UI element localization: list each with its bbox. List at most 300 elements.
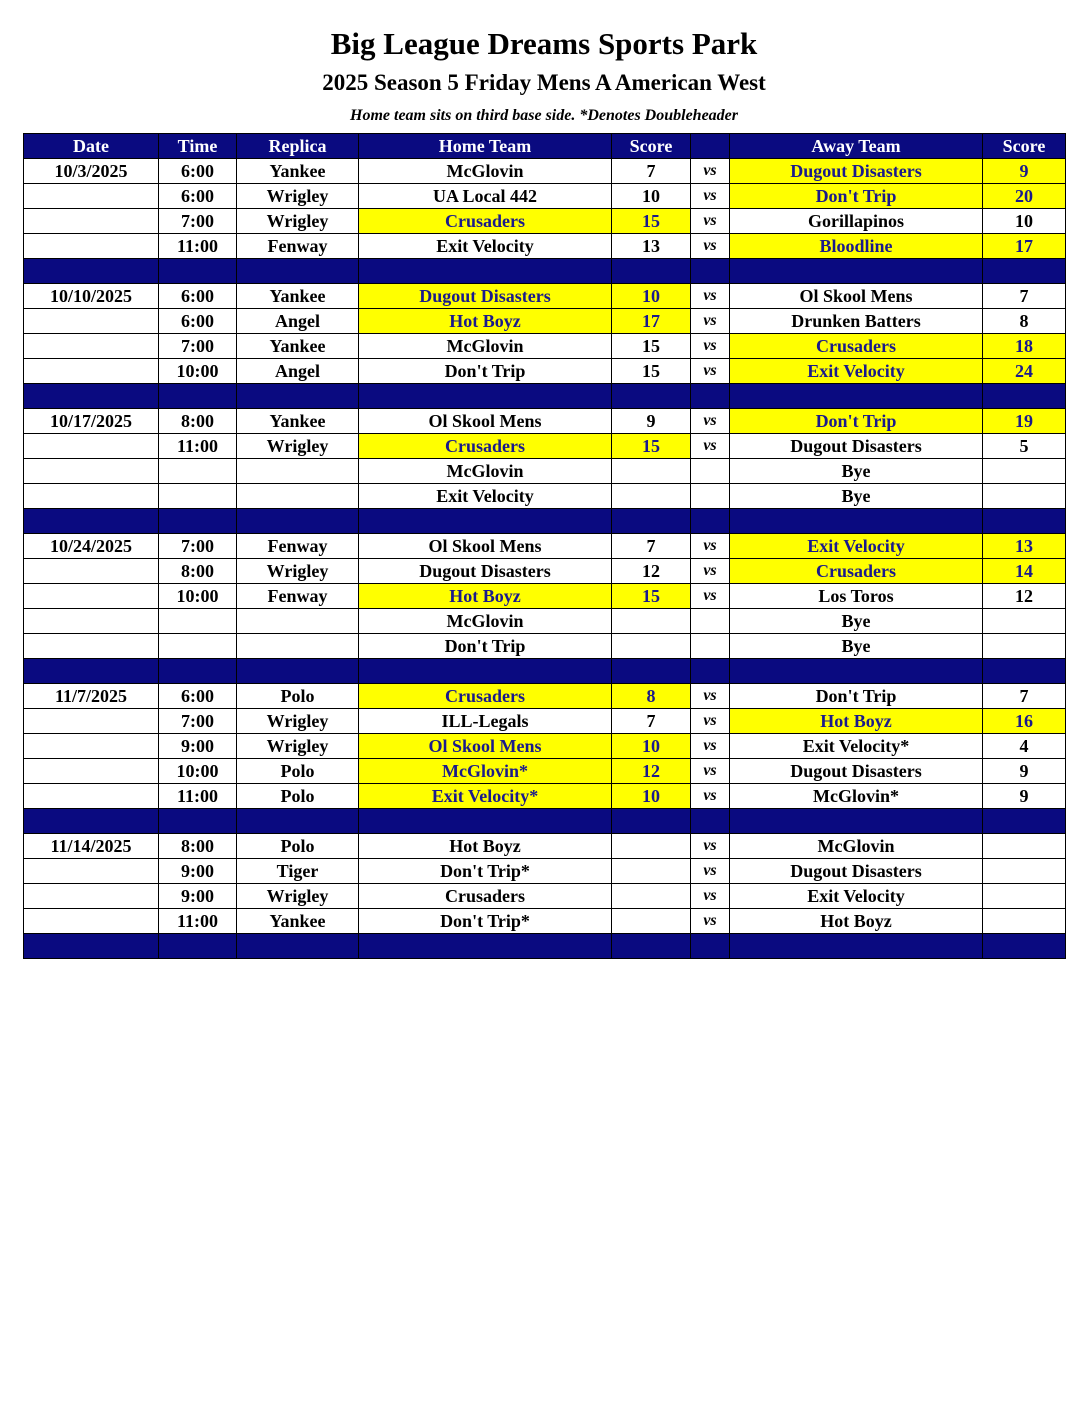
cell-vs: vs <box>691 159 730 184</box>
cell-replica: Angel <box>237 309 359 334</box>
cell-time: 9:00 <box>159 734 237 759</box>
cell-home-score <box>612 634 691 659</box>
cell-time: 11:00 <box>159 909 237 934</box>
cell-date <box>24 559 159 584</box>
separator-cell <box>691 509 730 534</box>
separator-cell <box>983 659 1066 684</box>
cell-time: 6:00 <box>159 684 237 709</box>
separator-cell <box>237 384 359 409</box>
separator-cell <box>612 934 691 959</box>
separator-cell <box>359 259 612 284</box>
game-row <box>24 209 1066 234</box>
separator-cell <box>359 659 612 684</box>
cell-time: 10:00 <box>159 359 237 384</box>
cell-vs: vs <box>691 334 730 359</box>
cell-home-score <box>612 459 691 484</box>
cell-date <box>24 884 159 909</box>
cell-time: 10:00 <box>159 759 237 784</box>
cell-date: 10/3/2025 <box>24 159 159 184</box>
cell-time: 6:00 <box>159 309 237 334</box>
cell-home-score <box>612 859 691 884</box>
separator-cell <box>612 509 691 534</box>
cell-home-score: 7 <box>612 159 691 184</box>
cell-away-team: Drunken Batters <box>730 309 983 334</box>
cell-away-score: 5 <box>983 434 1066 459</box>
week-separator-row <box>24 384 1066 409</box>
cell-home-score: 9 <box>612 409 691 434</box>
week-separator-row <box>24 509 1066 534</box>
cell-away-score: 14 <box>983 559 1066 584</box>
game-row <box>24 759 1066 784</box>
cell-date <box>24 859 159 884</box>
cell-date <box>24 909 159 934</box>
cell-date <box>24 434 159 459</box>
cell-home-team: ILL-Legals <box>359 709 612 734</box>
cell-away-team: McGlovin <box>730 834 983 859</box>
separator-cell <box>237 934 359 959</box>
cell-replica: Yankee <box>237 334 359 359</box>
cell-away-team: Los Toros <box>730 584 983 609</box>
cell-date <box>24 309 159 334</box>
cell-replica: Wrigley <box>237 434 359 459</box>
separator-cell <box>983 809 1066 834</box>
separator-cell <box>24 934 159 959</box>
cell-home-score <box>612 834 691 859</box>
col-header-away-score: Score <box>983 134 1066 159</box>
game-row <box>24 184 1066 209</box>
cell-vs: vs <box>691 584 730 609</box>
cell-away-team: Dugout Disasters <box>730 159 983 184</box>
cell-replica: Fenway <box>237 584 359 609</box>
cell-home-score: 10 <box>612 734 691 759</box>
cell-home-score: 12 <box>612 759 691 784</box>
separator-cell <box>159 384 237 409</box>
cell-away-team: Don't Trip <box>730 684 983 709</box>
cell-away-score: 18 <box>983 334 1066 359</box>
cell-time <box>159 609 237 634</box>
cell-home-team: Crusaders <box>359 209 612 234</box>
separator-cell <box>359 509 612 534</box>
cell-home-score: 17 <box>612 309 691 334</box>
cell-time: 11:00 <box>159 784 237 809</box>
cell-date <box>24 359 159 384</box>
cell-replica: Yankee <box>237 909 359 934</box>
game-row <box>24 434 1066 459</box>
separator-cell <box>159 259 237 284</box>
cell-home-team: Hot Boyz <box>359 834 612 859</box>
week-separator-row <box>24 259 1066 284</box>
separator-cell <box>730 509 983 534</box>
cell-vs: vs <box>691 834 730 859</box>
cell-away-score: 20 <box>983 184 1066 209</box>
cell-replica: Wrigley <box>237 209 359 234</box>
cell-replica <box>237 484 359 509</box>
cell-home-score: 7 <box>612 709 691 734</box>
cell-home-team: Don't Trip <box>359 359 612 384</box>
game-row <box>24 309 1066 334</box>
cell-date <box>24 484 159 509</box>
cell-date: 11/7/2025 <box>24 684 159 709</box>
cell-date: 10/10/2025 <box>24 284 159 309</box>
cell-home-team: McGlovin <box>359 609 612 634</box>
cell-away-score <box>983 484 1066 509</box>
cell-home-team: Crusaders <box>359 884 612 909</box>
cell-vs: vs <box>691 909 730 934</box>
game-row <box>24 359 1066 384</box>
separator-cell <box>237 659 359 684</box>
separator-cell <box>730 259 983 284</box>
separator-cell <box>730 809 983 834</box>
cell-home-team: Dugout Disasters <box>359 284 612 309</box>
cell-replica: Angel <box>237 359 359 384</box>
separator-cell <box>691 259 730 284</box>
cell-vs <box>691 459 730 484</box>
cell-date <box>24 184 159 209</box>
cell-away-team: Dugout Disasters <box>730 859 983 884</box>
cell-replica: Yankee <box>237 409 359 434</box>
separator-cell <box>983 509 1066 534</box>
cell-away-score <box>983 859 1066 884</box>
separator-cell <box>612 809 691 834</box>
cell-home-score: 13 <box>612 234 691 259</box>
separator-cell <box>237 259 359 284</box>
separator-cell <box>691 659 730 684</box>
cell-time: 10:00 <box>159 584 237 609</box>
cell-replica: Fenway <box>237 234 359 259</box>
cell-home-team: Exit Velocity* <box>359 784 612 809</box>
cell-home-team: Ol Skool Mens <box>359 734 612 759</box>
game-row <box>24 234 1066 259</box>
separator-cell <box>24 384 159 409</box>
col-header-vs <box>691 134 730 159</box>
cell-away-team: McGlovin* <box>730 784 983 809</box>
separator-cell <box>24 659 159 684</box>
cell-home-score: 10 <box>612 184 691 209</box>
cell-replica: Wrigley <box>237 184 359 209</box>
cell-away-score: 9 <box>983 784 1066 809</box>
cell-away-team: Don't Trip <box>730 409 983 434</box>
separator-cell <box>24 259 159 284</box>
cell-vs: vs <box>691 684 730 709</box>
cell-time <box>159 634 237 659</box>
separator-cell <box>237 809 359 834</box>
game-row <box>24 409 1066 434</box>
cell-replica: Wrigley <box>237 884 359 909</box>
separator-cell <box>612 384 691 409</box>
cell-vs: vs <box>691 234 730 259</box>
game-row <box>24 684 1066 709</box>
separator-cell <box>691 384 730 409</box>
cell-replica: Wrigley <box>237 709 359 734</box>
cell-vs: vs <box>691 359 730 384</box>
game-row <box>24 709 1066 734</box>
cell-replica: Tiger <box>237 859 359 884</box>
cell-away-team: Exit Velocity* <box>730 734 983 759</box>
game-row <box>24 559 1066 584</box>
cell-date <box>24 709 159 734</box>
cell-home-team: Crusaders <box>359 434 612 459</box>
cell-vs: vs <box>691 209 730 234</box>
cell-vs: vs <box>691 559 730 584</box>
cell-home-team: Don't Trip <box>359 634 612 659</box>
cell-time: 6:00 <box>159 284 237 309</box>
separator-cell <box>691 809 730 834</box>
cell-home-team: Dugout Disasters <box>359 559 612 584</box>
separator-cell <box>983 259 1066 284</box>
cell-home-team: Exit Velocity <box>359 484 612 509</box>
col-header-replica: Replica <box>237 134 359 159</box>
cell-away-team: Dugout Disasters <box>730 759 983 784</box>
cell-away-score: 9 <box>983 159 1066 184</box>
cell-vs: vs <box>691 534 730 559</box>
cell-away-score: 4 <box>983 734 1066 759</box>
cell-away-team: Exit Velocity <box>730 884 983 909</box>
cell-home-score: 10 <box>612 284 691 309</box>
cell-replica: Yankee <box>237 284 359 309</box>
cell-home-score: 10 <box>612 784 691 809</box>
cell-home-team: McGlovin <box>359 334 612 359</box>
cell-home-team: Don't Trip* <box>359 909 612 934</box>
cell-vs: vs <box>691 859 730 884</box>
cell-home-team: McGlovin <box>359 159 612 184</box>
cell-away-team: Bye <box>730 459 983 484</box>
cell-vs: vs <box>691 784 730 809</box>
cell-replica: Polo <box>237 834 359 859</box>
separator-cell <box>730 659 983 684</box>
cell-time: 9:00 <box>159 884 237 909</box>
page-title: Big League Dreams Sports Park <box>330 26 758 61</box>
cell-home-team: Ol Skool Mens <box>359 409 612 434</box>
cell-replica: Wrigley <box>237 734 359 759</box>
col-header-time: Time <box>159 134 237 159</box>
col-header-date: Date <box>24 134 159 159</box>
cell-replica: Polo <box>237 784 359 809</box>
cell-away-score: 24 <box>983 359 1066 384</box>
cell-replica: Wrigley <box>237 559 359 584</box>
cell-date <box>24 459 159 484</box>
cell-away-score: 9 <box>983 759 1066 784</box>
cell-home-score: 15 <box>612 584 691 609</box>
cell-date <box>24 734 159 759</box>
cell-replica <box>237 459 359 484</box>
cell-time: 7:00 <box>159 709 237 734</box>
cell-home-team: Crusaders <box>359 684 612 709</box>
cell-time: 6:00 <box>159 184 237 209</box>
game-row <box>24 884 1066 909</box>
cell-time: 8:00 <box>159 409 237 434</box>
cell-away-score: 13 <box>983 534 1066 559</box>
col-header-away-team: Away Team <box>730 134 983 159</box>
schedule-subtitle: 2025 Season 5 Friday Mens A American West <box>322 70 766 95</box>
cell-home-team: McGlovin* <box>359 759 612 784</box>
cell-away-score: 12 <box>983 584 1066 609</box>
cell-away-team: Bloodline <box>730 234 983 259</box>
cell-time: 7:00 <box>159 534 237 559</box>
cell-away-score: 7 <box>983 284 1066 309</box>
separator-cell <box>359 809 612 834</box>
cell-home-team: Hot Boyz <box>359 584 612 609</box>
col-header-home-score: Score <box>612 134 691 159</box>
cell-date <box>24 759 159 784</box>
table-header-row <box>24 134 1066 159</box>
separator-cell <box>730 384 983 409</box>
cell-vs: vs <box>691 309 730 334</box>
cell-time: 7:00 <box>159 334 237 359</box>
cell-vs: vs <box>691 709 730 734</box>
cell-away-score <box>983 459 1066 484</box>
cell-away-score: 19 <box>983 409 1066 434</box>
cell-vs <box>691 609 730 634</box>
cell-away-score <box>983 909 1066 934</box>
game-row <box>24 634 1066 659</box>
cell-vs <box>691 484 730 509</box>
cell-replica: Fenway <box>237 534 359 559</box>
week-separator-row <box>24 934 1066 959</box>
cell-away-score: 16 <box>983 709 1066 734</box>
schedule-table <box>23 133 1066 959</box>
cell-date: 10/24/2025 <box>24 534 159 559</box>
cell-replica <box>237 609 359 634</box>
cell-date <box>24 584 159 609</box>
game-row <box>24 484 1066 509</box>
cell-home-team: UA Local 442 <box>359 184 612 209</box>
separator-cell <box>359 384 612 409</box>
separator-cell <box>159 809 237 834</box>
cell-time: 8:00 <box>159 559 237 584</box>
cell-replica: Polo <box>237 759 359 784</box>
cell-away-team: Ol Skool Mens <box>730 284 983 309</box>
separator-cell <box>159 659 237 684</box>
game-row <box>24 859 1066 884</box>
cell-away-team: Crusaders <box>730 334 983 359</box>
cell-home-score: 15 <box>612 434 691 459</box>
game-row <box>24 609 1066 634</box>
cell-away-team: Hot Boyz <box>730 709 983 734</box>
game-row <box>24 734 1066 759</box>
game-row <box>24 834 1066 859</box>
cell-away-team: Exit Velocity <box>730 359 983 384</box>
separator-cell <box>237 509 359 534</box>
cell-date <box>24 609 159 634</box>
cell-time <box>159 459 237 484</box>
cell-vs: vs <box>691 434 730 459</box>
cell-away-team: Bye <box>730 634 983 659</box>
cell-vs: vs <box>691 759 730 784</box>
game-row <box>24 159 1066 184</box>
week-separator-row <box>24 809 1066 834</box>
cell-away-team: Bye <box>730 484 983 509</box>
separator-cell <box>983 934 1066 959</box>
separator-cell <box>612 259 691 284</box>
cell-date: 10/17/2025 <box>24 409 159 434</box>
cell-home-team: Exit Velocity <box>359 234 612 259</box>
cell-home-score: 15 <box>612 359 691 384</box>
separator-cell <box>24 509 159 534</box>
cell-away-score <box>983 634 1066 659</box>
separator-cell <box>24 809 159 834</box>
cell-vs <box>691 634 730 659</box>
cell-away-team: Exit Velocity <box>730 534 983 559</box>
separator-cell <box>159 934 237 959</box>
week-separator-row <box>24 659 1066 684</box>
cell-away-score: 7 <box>983 684 1066 709</box>
separator-cell <box>359 934 612 959</box>
cell-home-score: 8 <box>612 684 691 709</box>
cell-home-team: Ol Skool Mens <box>359 534 612 559</box>
cell-date <box>24 234 159 259</box>
cell-date: 11/14/2025 <box>24 834 159 859</box>
cell-time: 11:00 <box>159 434 237 459</box>
cell-replica: Polo <box>237 684 359 709</box>
cell-home-team: McGlovin <box>359 459 612 484</box>
cell-time <box>159 484 237 509</box>
cell-home-score <box>612 884 691 909</box>
cell-replica <box>237 634 359 659</box>
separator-cell <box>159 509 237 534</box>
cell-time: 8:00 <box>159 834 237 859</box>
cell-date <box>24 209 159 234</box>
cell-vs: vs <box>691 184 730 209</box>
cell-away-score <box>983 609 1066 634</box>
cell-away-team: Dugout Disasters <box>730 434 983 459</box>
cell-home-score: 15 <box>612 209 691 234</box>
cell-home-score <box>612 909 691 934</box>
separator-cell <box>730 934 983 959</box>
separator-cell <box>612 659 691 684</box>
cell-away-score: 8 <box>983 309 1066 334</box>
cell-home-score: 15 <box>612 334 691 359</box>
cell-away-team: Hot Boyz <box>730 909 983 934</box>
cell-vs: vs <box>691 284 730 309</box>
cell-vs: vs <box>691 884 730 909</box>
cell-away-score <box>983 834 1066 859</box>
cell-home-score: 7 <box>612 534 691 559</box>
cell-date <box>24 634 159 659</box>
cell-date <box>24 784 159 809</box>
cell-date <box>24 334 159 359</box>
cell-away-team: Crusaders <box>730 559 983 584</box>
cell-home-score <box>612 609 691 634</box>
cell-replica: Yankee <box>237 159 359 184</box>
cell-home-team: Hot Boyz <box>359 309 612 334</box>
cell-time: 7:00 <box>159 209 237 234</box>
game-row <box>24 284 1066 309</box>
cell-away-team: Bye <box>730 609 983 634</box>
cell-time: 9:00 <box>159 859 237 884</box>
cell-vs: vs <box>691 409 730 434</box>
cell-home-score: 12 <box>612 559 691 584</box>
game-row <box>24 584 1066 609</box>
schedule-note: Home team sits on third base side. *Denotes Doubleheader <box>350 107 738 124</box>
separator-cell <box>691 934 730 959</box>
cell-vs: vs <box>691 734 730 759</box>
col-header-home-team: Home Team <box>359 134 612 159</box>
cell-away-score: 10 <box>983 209 1066 234</box>
game-row <box>24 909 1066 934</box>
game-row <box>24 534 1066 559</box>
cell-time: 6:00 <box>159 159 237 184</box>
cell-away-score: 17 <box>983 234 1066 259</box>
cell-away-team: Gorillapinos <box>730 209 983 234</box>
cell-away-score <box>983 884 1066 909</box>
game-row <box>24 334 1066 359</box>
game-row <box>24 459 1066 484</box>
cell-time: 11:00 <box>159 234 237 259</box>
cell-home-score <box>612 484 691 509</box>
separator-cell <box>983 384 1066 409</box>
game-row <box>24 784 1066 809</box>
cell-away-team: Don't Trip <box>730 184 983 209</box>
